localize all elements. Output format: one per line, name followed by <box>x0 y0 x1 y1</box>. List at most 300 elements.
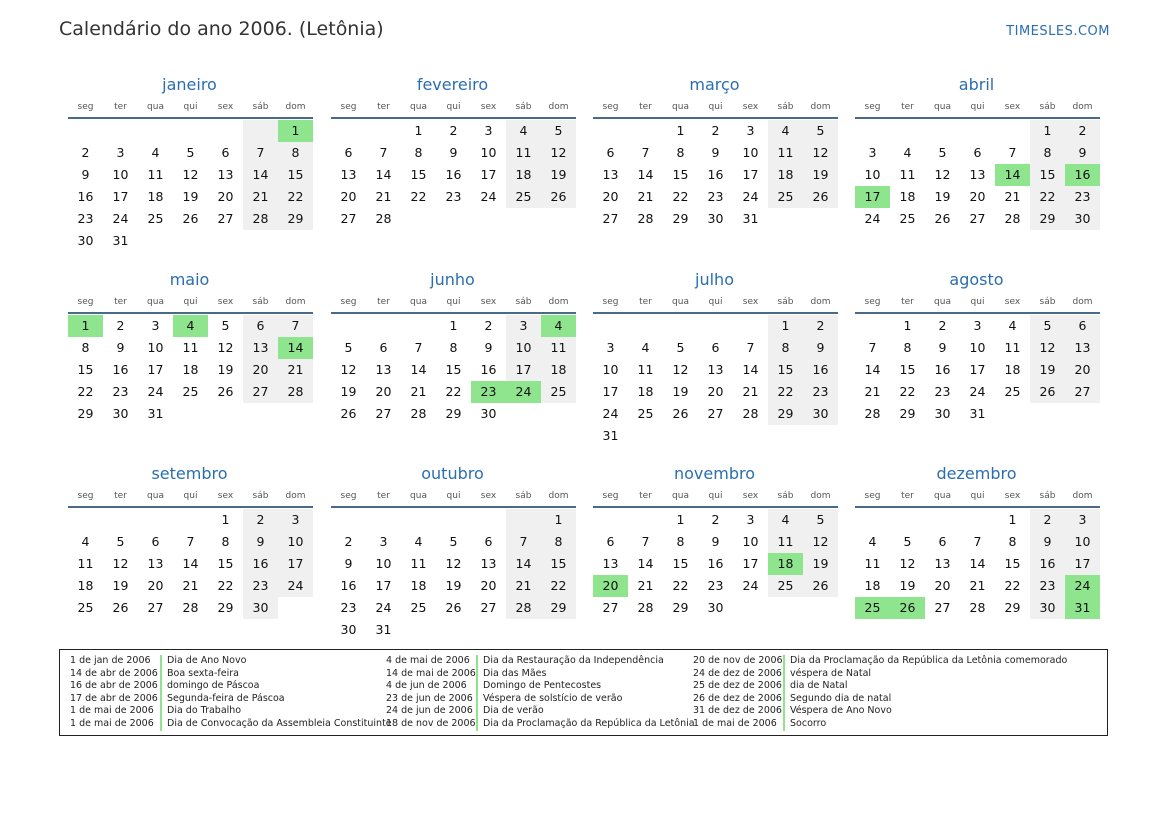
legend-column <box>693 655 1067 731</box>
legend-item <box>693 718 1067 731</box>
weekday-label: sex <box>1004 102 1021 112</box>
legend-date: 1 de mai de 2006 <box>70 717 154 729</box>
day-cell: 27 <box>340 211 357 226</box>
day-cell: 23 <box>707 189 724 204</box>
day-cell: 24 <box>969 384 986 399</box>
month-name: fevereiro <box>416 75 489 94</box>
day-cell: 3 <box>506 315 541 337</box>
day-cell: 28 <box>375 211 392 226</box>
empty-day-cell <box>278 230 313 252</box>
day-cell: 20 <box>969 189 986 204</box>
day-cell: 22 <box>445 384 462 399</box>
day-cell: 19 <box>217 362 234 377</box>
legend-holiday-name: Segunda-feira de Páscoa <box>160 693 285 706</box>
month-calendar <box>331 464 576 641</box>
legend-holiday-name: Socorro <box>783 718 826 731</box>
day-cell: 29 <box>217 600 234 615</box>
day-cell: 31 <box>375 622 392 637</box>
day-cell: 11 <box>182 340 199 355</box>
weekday-label: dom <box>810 297 831 307</box>
day-cell: 13 <box>602 556 619 571</box>
weekday-label: sáb <box>777 297 794 307</box>
weekday-label: ter <box>114 102 127 112</box>
day-cell: 27 <box>602 211 619 226</box>
weekday-label: ter <box>639 102 652 112</box>
weekday-header <box>331 296 576 314</box>
legend-date: 18 de nov de 2006 <box>386 717 476 729</box>
legend-holiday-name: véspera de Natal <box>783 668 871 681</box>
legend-column <box>386 655 695 731</box>
day-grid <box>593 315 838 447</box>
empty-day-cell <box>401 619 436 641</box>
day-cell: 29 <box>1030 208 1065 230</box>
day-cell: 7 <box>379 145 388 160</box>
weekday-label: ter <box>377 491 390 501</box>
day-cell: 23 <box>803 381 838 403</box>
legend-item <box>386 693 695 706</box>
day-cell: 5 <box>186 145 195 160</box>
day-grid <box>855 315 1100 425</box>
day-cell: 9 <box>243 531 278 553</box>
weekday-label: ter <box>639 491 652 501</box>
empty-day-cell <box>278 597 313 619</box>
day-cell: 4 <box>868 534 877 549</box>
holiday-day-cell: 17 <box>855 186 890 208</box>
weekday-label: qua <box>410 102 427 112</box>
holiday-day-cell: 23 <box>471 381 506 403</box>
day-cell: 6 <box>973 145 982 160</box>
legend-holiday-name: dia de Natal <box>783 680 848 693</box>
day-cell: 28 <box>864 406 881 421</box>
day-cell: 15 <box>899 362 916 377</box>
weekday-label: dom <box>548 102 569 112</box>
day-cell: 1 <box>768 315 803 337</box>
day-cell: 11 <box>768 142 803 164</box>
day-cell: 18 <box>541 359 576 381</box>
weekday-label: qui <box>446 491 461 501</box>
legend-date: 17 de abr de 2006 <box>70 692 158 704</box>
day-cell: 10 <box>742 534 759 549</box>
day-grid <box>855 120 1100 230</box>
legend-date: 24 de dez de 2006 <box>693 667 782 679</box>
day-cell: 11 <box>410 556 427 571</box>
day-cell: 3 <box>746 123 755 138</box>
day-grid <box>593 509 838 619</box>
day-cell: 12 <box>112 556 129 571</box>
day-cell: 15 <box>278 164 313 186</box>
day-cell: 3 <box>379 534 388 549</box>
day-cell: 16 <box>77 189 94 204</box>
day-cell: 19 <box>340 384 357 399</box>
legend-date: 4 de jun de 2006 <box>386 680 467 692</box>
day-cell: 24 <box>147 384 164 399</box>
legend-item <box>70 705 392 718</box>
day-cell: 21 <box>182 578 199 593</box>
day-cell: 1 <box>676 512 685 527</box>
day-cell: 21 <box>742 384 759 399</box>
day-cell: 3 <box>746 512 755 527</box>
day-cell: 5 <box>803 120 838 142</box>
day-cell: 2 <box>711 123 720 138</box>
day-cell: 7 <box>641 145 650 160</box>
day-cell: 3 <box>868 145 877 160</box>
day-cell: 20 <box>340 189 357 204</box>
day-cell: 25 <box>77 600 94 615</box>
day-cell: 21 <box>637 189 654 204</box>
empty-day-cell <box>506 208 541 230</box>
month-name: janeiro <box>162 75 217 94</box>
weekday-label: qui <box>446 102 461 112</box>
day-cell: 27 <box>243 381 278 403</box>
day-cell: 18 <box>899 189 916 204</box>
day-cell: 21 <box>375 189 392 204</box>
weekday-label: sáb <box>252 102 269 112</box>
day-cell: 21 <box>506 575 541 597</box>
day-cell: 8 <box>676 145 685 160</box>
legend-holiday-name: Domingo de Pentecostes <box>476 680 601 693</box>
day-cell: 30 <box>934 406 951 421</box>
weekday-header <box>331 101 576 119</box>
day-cell: 17 <box>969 362 986 377</box>
day-cell: 12 <box>899 556 916 571</box>
weekday-header <box>855 296 1100 314</box>
weekday-label: seg <box>77 297 94 307</box>
day-cell: 9 <box>1065 142 1100 164</box>
day-cell: 19 <box>541 164 576 186</box>
day-cell: 31 <box>742 211 759 226</box>
holiday-day-cell: 20 <box>593 575 628 597</box>
empty-day-cell <box>768 208 803 230</box>
weekday-label: sáb <box>1039 297 1056 307</box>
day-cell: 21 <box>1004 189 1021 204</box>
month-calendar <box>331 270 576 425</box>
day-cell: 2 <box>243 509 278 531</box>
day-cell: 28 <box>742 406 759 421</box>
day-cell: 11 <box>77 556 94 571</box>
day-cell: 8 <box>414 145 423 160</box>
day-cell: 11 <box>506 142 541 164</box>
day-cell: 13 <box>1065 337 1100 359</box>
day-cell: 18 <box>182 362 199 377</box>
day-cell: 22 <box>77 384 94 399</box>
day-cell: 26 <box>340 406 357 421</box>
day-cell: 16 <box>707 556 724 571</box>
day-cell: 14 <box>864 362 881 377</box>
day-cell: 1 <box>1030 120 1065 142</box>
weekday-label: qua <box>934 102 951 112</box>
day-cell: 23 <box>445 189 462 204</box>
day-cell: 2 <box>938 318 947 333</box>
day-cell: 2 <box>1065 120 1100 142</box>
day-cell: 5 <box>116 534 125 549</box>
day-cell: 17 <box>506 359 541 381</box>
day-cell: 21 <box>410 384 427 399</box>
day-cell: 25 <box>182 384 199 399</box>
weekday-label: sex <box>742 491 759 501</box>
day-grid <box>68 509 313 619</box>
weekday-label: qua <box>147 102 164 112</box>
day-cell: 29 <box>77 406 94 421</box>
legend-date: 1 de mai de 2006 <box>693 717 777 729</box>
day-cell: 20 <box>375 384 392 399</box>
weekday-label: sex <box>1004 297 1021 307</box>
day-cell: 11 <box>637 362 654 377</box>
day-cell: 26 <box>217 384 234 399</box>
day-cell: 31 <box>602 428 619 443</box>
brand-link[interactable]: TIMESLES.COM <box>1006 24 1110 39</box>
empty-day-cell <box>173 120 208 142</box>
weekday-label: sex <box>480 102 497 112</box>
day-cell: 5 <box>938 145 947 160</box>
legend-item <box>693 668 1067 681</box>
day-cell: 2 <box>711 512 720 527</box>
weekday-label: sex <box>217 102 234 112</box>
day-cell: 8 <box>278 142 313 164</box>
legend-date: 31 de dez de 2006 <box>693 705 782 717</box>
day-cell: 13 <box>707 362 724 377</box>
weekday-label: seg <box>340 297 357 307</box>
weekday-header <box>68 490 313 508</box>
day-cell: 14 <box>410 362 427 377</box>
weekday-label: qua <box>410 491 427 501</box>
day-cell: 3 <box>116 145 125 160</box>
day-cell: 24 <box>480 189 497 204</box>
weekday-label: dom <box>1072 102 1093 112</box>
day-cell: 4 <box>903 145 912 160</box>
day-cell: 7 <box>973 534 982 549</box>
empty-day-cell <box>698 315 733 337</box>
empty-day-cell <box>68 509 103 531</box>
day-cell: 8 <box>676 534 685 549</box>
day-cell: 26 <box>803 575 838 597</box>
day-cell: 20 <box>1065 359 1100 381</box>
day-cell: 14 <box>742 362 759 377</box>
empty-day-cell <box>366 120 401 142</box>
weekday-label: qua <box>934 297 951 307</box>
weekday-label: qui <box>183 491 198 501</box>
empty-day-cell <box>855 120 890 142</box>
day-grid <box>593 120 838 230</box>
day-cell: 9 <box>81 167 90 182</box>
day-cell: 29 <box>278 208 313 230</box>
day-cell: 17 <box>742 556 759 571</box>
day-cell: 16 <box>707 167 724 182</box>
empty-day-cell <box>138 120 173 142</box>
day-cell: 28 <box>182 600 199 615</box>
day-cell: 20 <box>934 578 951 593</box>
empty-day-cell <box>506 403 541 425</box>
month-name: março <box>689 75 740 94</box>
weekday-label: sáb <box>515 297 532 307</box>
day-cell: 26 <box>1030 381 1065 403</box>
weekday-label: qui <box>183 297 198 307</box>
day-cell: 30 <box>243 597 278 619</box>
day-cell: 3 <box>278 509 313 531</box>
day-cell: 4 <box>768 509 803 531</box>
legend-item <box>693 693 1067 706</box>
day-cell: 23 <box>112 384 129 399</box>
day-cell: 25 <box>410 600 427 615</box>
empty-day-cell <box>768 597 803 619</box>
day-cell: 13 <box>480 556 497 571</box>
weekday-label: ter <box>901 102 914 112</box>
day-cell: 4 <box>641 340 650 355</box>
day-cell: 14 <box>375 167 392 182</box>
month-name: setembro <box>151 464 228 483</box>
empty-day-cell <box>68 120 103 142</box>
day-cell: 28 <box>637 211 654 226</box>
day-cell: 15 <box>410 167 427 182</box>
day-cell: 30 <box>480 406 497 421</box>
empty-day-cell <box>803 425 838 447</box>
day-cell: 18 <box>77 578 94 593</box>
legend-holiday-name: Dia de Convocação da Assembleia Constituinte <box>160 718 392 731</box>
day-cell: 6 <box>243 315 278 337</box>
weekday-label: sex <box>742 297 759 307</box>
holiday-day-cell: 24 <box>1065 575 1100 597</box>
weekday-label: qui <box>708 102 723 112</box>
weekday-label: qua <box>410 297 427 307</box>
weekday-label: seg <box>340 491 357 501</box>
day-cell: 26 <box>445 600 462 615</box>
empty-day-cell <box>733 425 768 447</box>
weekday-label: qui <box>446 297 461 307</box>
day-cell: 4 <box>414 534 423 549</box>
day-cell: 24 <box>375 600 392 615</box>
empty-day-cell <box>401 208 436 230</box>
empty-day-cell <box>890 120 925 142</box>
day-cell: 18 <box>637 384 654 399</box>
holiday-day-cell: 14 <box>995 164 1030 186</box>
legend-item <box>386 718 695 731</box>
day-cell: 24 <box>864 211 881 226</box>
day-grid <box>331 120 576 230</box>
day-cell: 14 <box>969 556 986 571</box>
day-cell: 29 <box>445 406 462 421</box>
day-cell: 12 <box>934 167 951 182</box>
day-cell: 8 <box>81 340 90 355</box>
day-cell: 19 <box>1030 359 1065 381</box>
day-cell: 9 <box>1030 531 1065 553</box>
day-cell: 9 <box>344 556 353 571</box>
day-cell: 29 <box>1004 600 1021 615</box>
empty-day-cell <box>960 120 995 142</box>
weekday-label: seg <box>602 102 619 112</box>
day-cell: 3 <box>484 123 493 138</box>
day-cell: 25 <box>899 211 916 226</box>
day-cell: 3 <box>973 318 982 333</box>
month-name: abril <box>958 75 995 94</box>
day-cell: 17 <box>602 384 619 399</box>
day-cell: 21 <box>969 578 986 593</box>
day-cell: 6 <box>484 534 493 549</box>
day-cell: 20 <box>147 578 164 593</box>
day-cell: 30 <box>1065 208 1100 230</box>
day-cell: 29 <box>899 406 916 421</box>
empty-day-cell <box>628 315 663 337</box>
empty-day-cell <box>768 425 803 447</box>
day-cell: 10 <box>480 145 497 160</box>
weekday-label: qui <box>970 102 985 112</box>
empty-day-cell <box>103 120 138 142</box>
day-cell: 21 <box>864 384 881 399</box>
empty-day-cell <box>208 120 243 142</box>
empty-day-cell <box>1065 403 1100 425</box>
day-grid <box>331 509 576 641</box>
day-cell: 2 <box>449 123 458 138</box>
weekday-label: sáb <box>252 491 269 501</box>
day-cell: 27 <box>1065 381 1100 403</box>
day-cell: 16 <box>934 362 951 377</box>
day-cell: 28 <box>243 208 278 230</box>
day-cell: 26 <box>803 186 838 208</box>
empty-day-cell <box>208 230 243 252</box>
month-calendar <box>855 75 1100 230</box>
day-cell: 8 <box>541 531 576 553</box>
empty-day-cell <box>173 403 208 425</box>
day-cell: 2 <box>81 145 90 160</box>
day-cell: 16 <box>480 362 497 377</box>
legend-date: 1 de mai de 2006 <box>70 705 154 717</box>
empty-day-cell <box>593 509 628 531</box>
empty-day-cell <box>541 403 576 425</box>
day-cell: 1 <box>449 318 458 333</box>
empty-day-cell <box>331 509 366 531</box>
day-cell: 15 <box>1004 556 1021 571</box>
day-cell: 18 <box>147 189 164 204</box>
day-cell: 19 <box>445 578 462 593</box>
empty-day-cell <box>733 315 768 337</box>
empty-day-cell <box>663 425 698 447</box>
weekday-label: qui <box>183 102 198 112</box>
day-cell: 1 <box>1008 512 1017 527</box>
empty-day-cell <box>890 509 925 531</box>
legend-holiday-name: Véspera de Ano Novo <box>783 705 892 718</box>
empty-day-cell <box>541 619 576 641</box>
empty-day-cell <box>173 509 208 531</box>
day-cell: 13 <box>602 167 619 182</box>
empty-day-cell <box>628 509 663 531</box>
day-cell: 22 <box>672 578 689 593</box>
empty-day-cell <box>855 509 890 531</box>
day-cell: 17 <box>147 362 164 377</box>
day-cell: 11 <box>768 531 803 553</box>
day-cell: 5 <box>541 120 576 142</box>
day-cell: 14 <box>637 167 654 182</box>
legend-holiday-name: Boa sexta-feira <box>160 668 239 681</box>
day-cell: 18 <box>864 578 881 593</box>
legend-holiday-name: domingo de Páscoa <box>160 680 259 693</box>
month-calendar <box>855 270 1100 425</box>
day-cell: 17 <box>480 167 497 182</box>
day-cell: 25 <box>541 381 576 403</box>
day-cell: 5 <box>449 534 458 549</box>
day-cell: 8 <box>1008 534 1017 549</box>
day-cell: 28 <box>637 600 654 615</box>
day-cell: 7 <box>186 534 195 549</box>
day-cell: 10 <box>864 167 881 182</box>
holiday-day-cell: 4 <box>173 315 208 337</box>
day-cell: 17 <box>742 167 759 182</box>
day-cell: 19 <box>803 164 838 186</box>
empty-day-cell <box>173 230 208 252</box>
day-cell: 21 <box>278 359 313 381</box>
day-cell: 5 <box>676 340 685 355</box>
empty-day-cell <box>506 619 541 641</box>
day-cell: 1 <box>903 318 912 333</box>
legend-item <box>693 705 1067 718</box>
day-cell: 14 <box>243 164 278 186</box>
